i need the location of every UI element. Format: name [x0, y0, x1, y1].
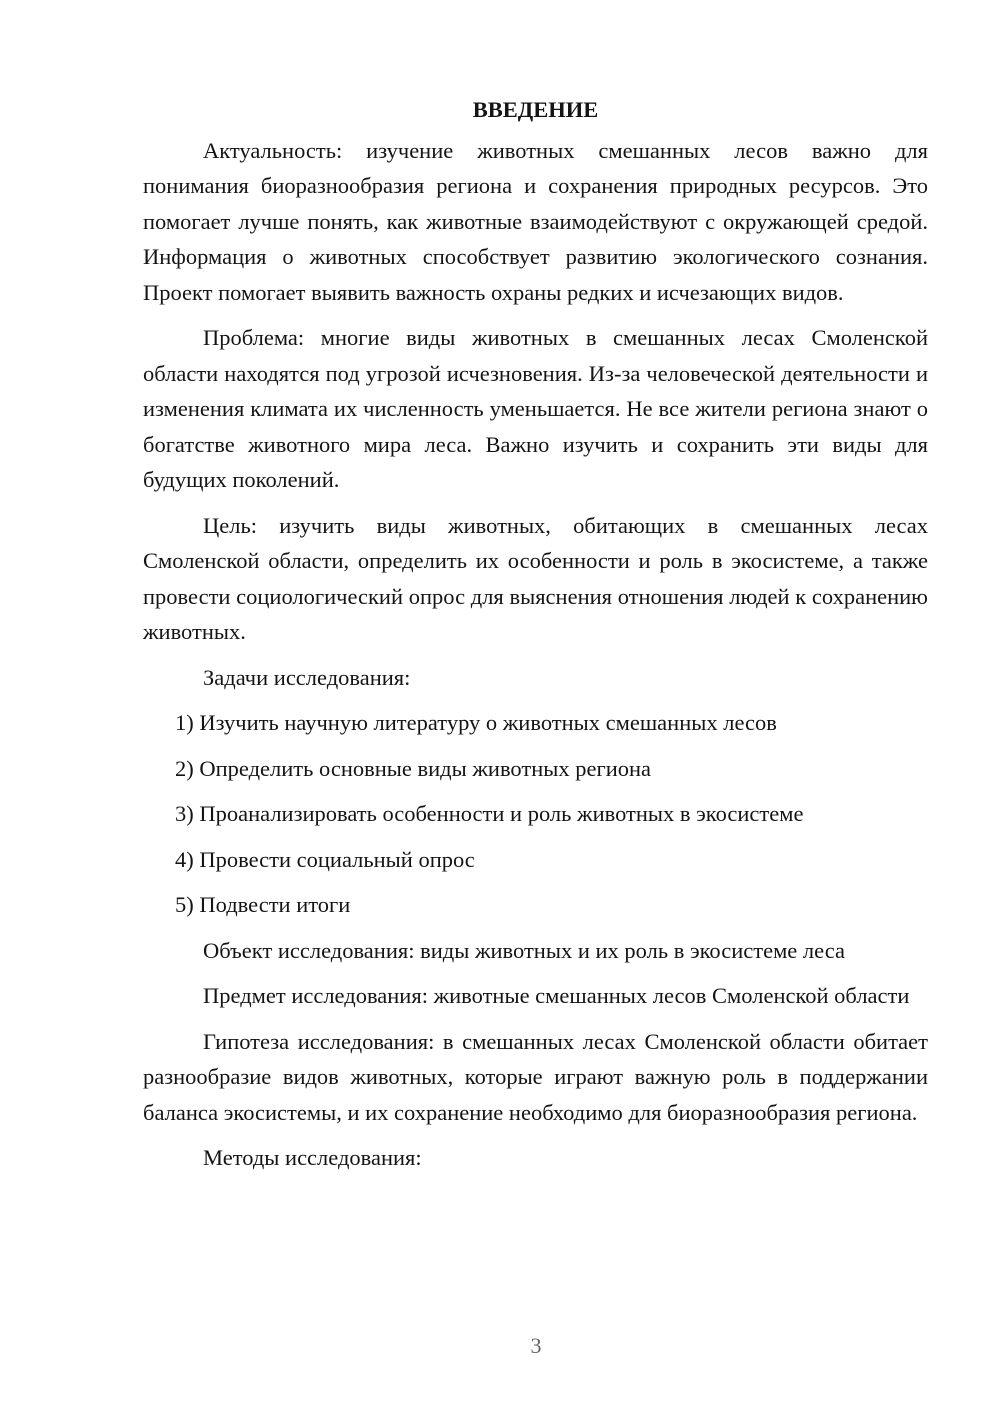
paragraph-subject: Предмет исследования: животные смешанных лесов Смоленской области: [203, 983, 910, 1008]
list-item: 4) Провести социальный опрос: [175, 846, 475, 872]
list-item: 3) Проанализировать особенности и роль животных в экосистеме: [175, 801, 804, 826]
list-item: 2) Определить основные виды животных региона: [175, 755, 652, 781]
tasks-list: [143, 705, 928, 923]
paragraph-hypothesis: Гипотеза исследования: в смешанных лесах Смоленской области обитает разнообразие видов животных, которые играют важную роль в поддержании баланса экосистемы, и их сохранение необходимо для биоразнообразия региона.: [143, 1028, 928, 1125]
paragraph-goal: Цель: изучить виды животных, обитающих в смешанных лесах Смоленской области, определить их особенности и роль в экосистеме, а также провести социологический опрос для выяснения отношения людей к сохранению животных.: [143, 512, 928, 644]
document-page: [143, 92, 928, 1186]
methods-heading: Методы исследования:: [203, 1145, 422, 1170]
paragraph-relevance: Актуальность: изучение животных смешанных лесов важно для понимания биоразнообразия региона и сохранения природных ресурсов. Это помогает лучше понять, как животные взаимодействуют с окружающей средой. Информация о животных способствует развитию экологического сознания. Проект помогает выявить важность охраны редких и исчезающих видов.: [143, 137, 928, 305]
page-number: 3: [530, 1333, 542, 1358]
paragraph-problem: Проблема: многие виды животных в смешанных лесах Смоленской области находятся под угрозой исчезновения. Из-за человеческой деятельности и изменения климата их численность уменьшается. Не все жители региона знают о богатстве животного мира леса. Важно изучить и сохранить эти виды для будущих поколений.: [143, 325, 928, 492]
list-item: 5) Подвести итоги: [175, 892, 351, 917]
list-item: 1) Изучить научную литературу о животных смешанных лесов: [175, 710, 777, 735]
tasks-heading: Задачи исследования:: [203, 664, 411, 690]
paragraph-object: Объект исследования: виды животных и их роль в экосистеме леса: [203, 937, 845, 963]
page-title: ВВЕДЕНИЕ: [472, 97, 599, 122]
